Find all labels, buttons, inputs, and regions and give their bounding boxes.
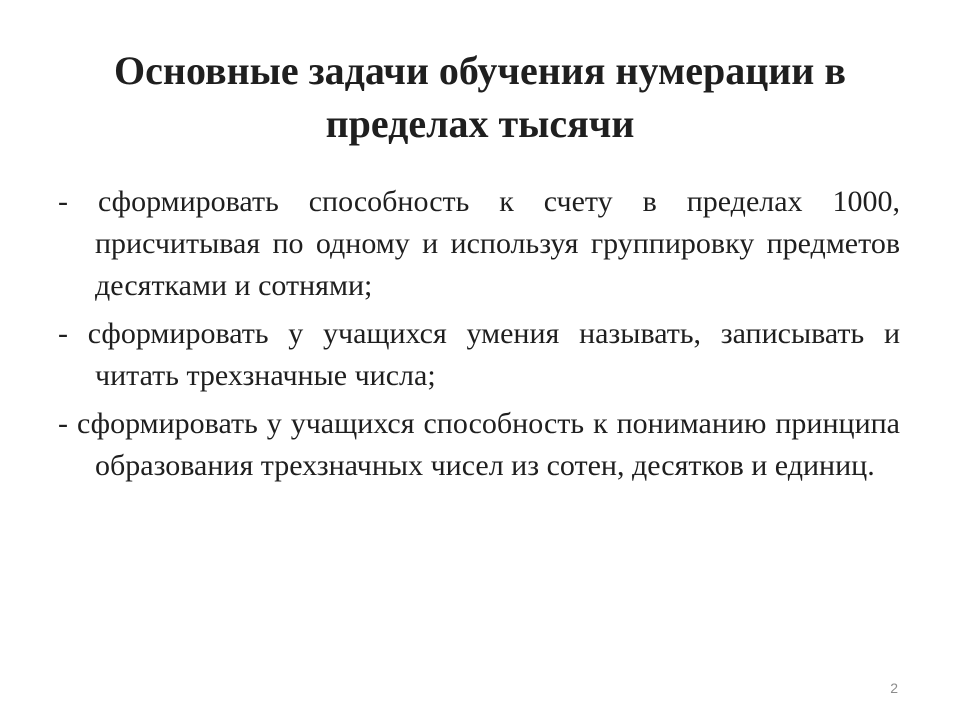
bullet-dash: - [58, 317, 68, 350]
list-item-text: сформировать у учащихся способность к пониманию принципа образования трехзначных чисел из сотен, десятков и единиц. [76, 407, 900, 482]
task-list [58, 181, 900, 493]
list-item [58, 181, 900, 307]
bullet-dash: - [58, 407, 68, 440]
list-item [58, 313, 900, 397]
page-number: 2 [890, 680, 898, 696]
bullet-dash: - [58, 185, 68, 218]
slide-title: Основные задачи обучения нумерации в пределах тысячи [114, 48, 846, 146]
list-item-text: сформировать способность к счету в пределах 1000, присчитывая по одному и используя группировку предметов десятками и сотнями; [95, 185, 900, 302]
list-item [58, 403, 900, 487]
list-item-text: сформировать у учащихся умения называть, записывать и читать трехзначные числа; [87, 317, 900, 392]
